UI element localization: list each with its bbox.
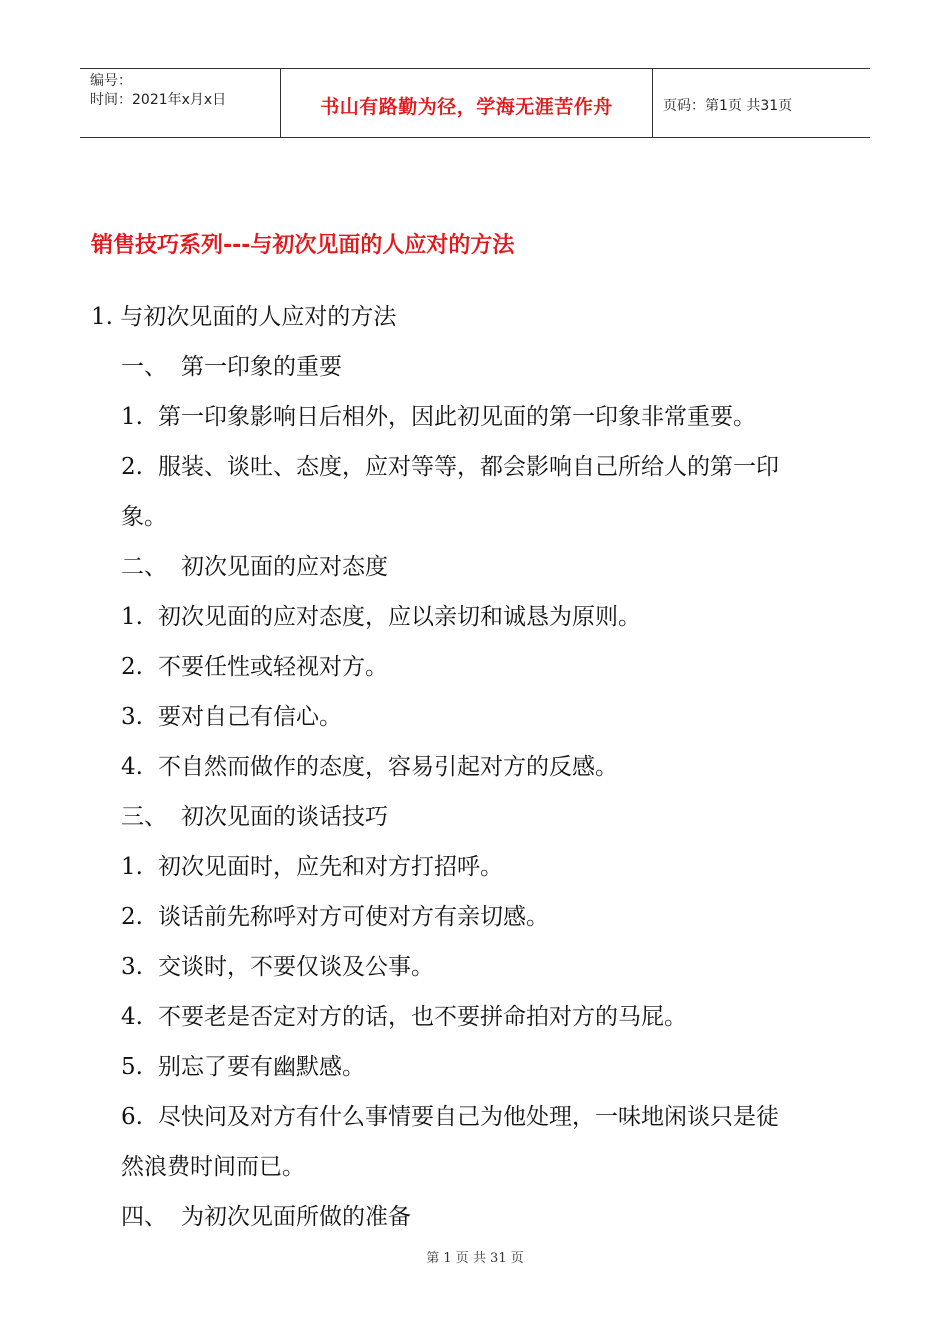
section-number: 三、 — [121, 804, 167, 830]
section-number: 四、 — [121, 1204, 167, 1230]
document-title: 销售技巧系列---与初次见面的人应对的方法 — [91, 233, 515, 258]
item-number: 3. — [121, 954, 143, 980]
item-number: 6. — [121, 1104, 143, 1130]
list-item — [121, 848, 503, 881]
item-number: 1. — [121, 404, 143, 430]
section-title: 初次见面的谈话技巧 — [181, 804, 388, 830]
item-number: 4. — [121, 754, 143, 780]
header-meta-cell — [80, 69, 281, 137]
list-item — [121, 1098, 779, 1131]
item-text: 不要老是否定对方的话，也不要拼命拍对方的马屁。 — [158, 1004, 687, 1030]
section-title: 第一印象的重要 — [181, 354, 342, 380]
list-item — [121, 1048, 365, 1081]
item-number: 1. — [121, 604, 143, 630]
list-item — [121, 398, 756, 431]
list-item — [121, 898, 549, 931]
item-text: 不要任性或轻视对方。 — [158, 654, 388, 680]
section-title: 初次见面的应对态度 — [181, 554, 388, 580]
list-item — [121, 998, 687, 1031]
item-text: 尽快问及对方有什么事情要自己为他处理，一味地闲谈只是徒 — [158, 1104, 779, 1130]
item-text: 要对自己有信心。 — [158, 704, 342, 730]
section-number: 一、 — [121, 354, 167, 380]
page-footer: 第 1 页 共 31 页 — [426, 1251, 524, 1266]
header-page-info: 页码：第1页 共31页 — [663, 98, 793, 114]
list-item — [121, 598, 641, 631]
header-motto: 书山有路勤为径，学海无涯苦作舟 — [281, 69, 653, 137]
section-heading — [121, 1198, 411, 1231]
section-heading — [121, 548, 388, 581]
item-number: 5. — [121, 1054, 143, 1080]
time-label: 时间：2021年x月x日 — [90, 92, 227, 108]
section-heading — [121, 348, 342, 381]
item-number: 2. — [121, 654, 143, 680]
item-number: 1. — [121, 854, 143, 880]
list-item — [121, 448, 779, 481]
item-number: 3. — [121, 704, 143, 730]
section-number: 二、 — [121, 554, 167, 580]
item-number: 4. — [121, 1004, 143, 1030]
list-item — [121, 648, 388, 681]
item-text: 谈话前先称呼对方可使对方有亲切感。 — [158, 904, 549, 930]
section-heading — [121, 798, 388, 831]
item-text: 不自然而做作的态度，容易引起对方的反感。 — [158, 754, 618, 780]
section-title: 为初次见面所做的准备 — [181, 1204, 411, 1230]
main-heading: 1. 与初次见面的人应对的方法 — [91, 304, 397, 330]
item-continuation: 然浪费时间而已。 — [121, 1154, 305, 1180]
item-number: 2. — [121, 454, 143, 480]
item-text: 服装、谈吐、态度，应对等等，都会影响自己所给人的第一印 — [158, 454, 779, 480]
list-item — [121, 948, 434, 981]
item-text: 初次见面的应对态度，应以亲切和诚恳为原则。 — [158, 604, 641, 630]
list-item — [121, 698, 342, 731]
item-number: 2. — [121, 904, 143, 930]
item-text: 交谈时，不要仅谈及公事。 — [158, 954, 434, 980]
document-header — [80, 68, 870, 138]
item-text: 别忘了要有幽默感。 — [158, 1054, 365, 1080]
item-continuation: 象。 — [121, 504, 167, 530]
list-item — [121, 748, 618, 781]
item-text: 第一印象影响日后相外，因此初见面的第一印象非常重要。 — [158, 404, 756, 430]
serial-number-label: 编号： — [90, 73, 132, 89]
item-text: 初次见面时，应先和对方打招呼。 — [158, 854, 503, 880]
